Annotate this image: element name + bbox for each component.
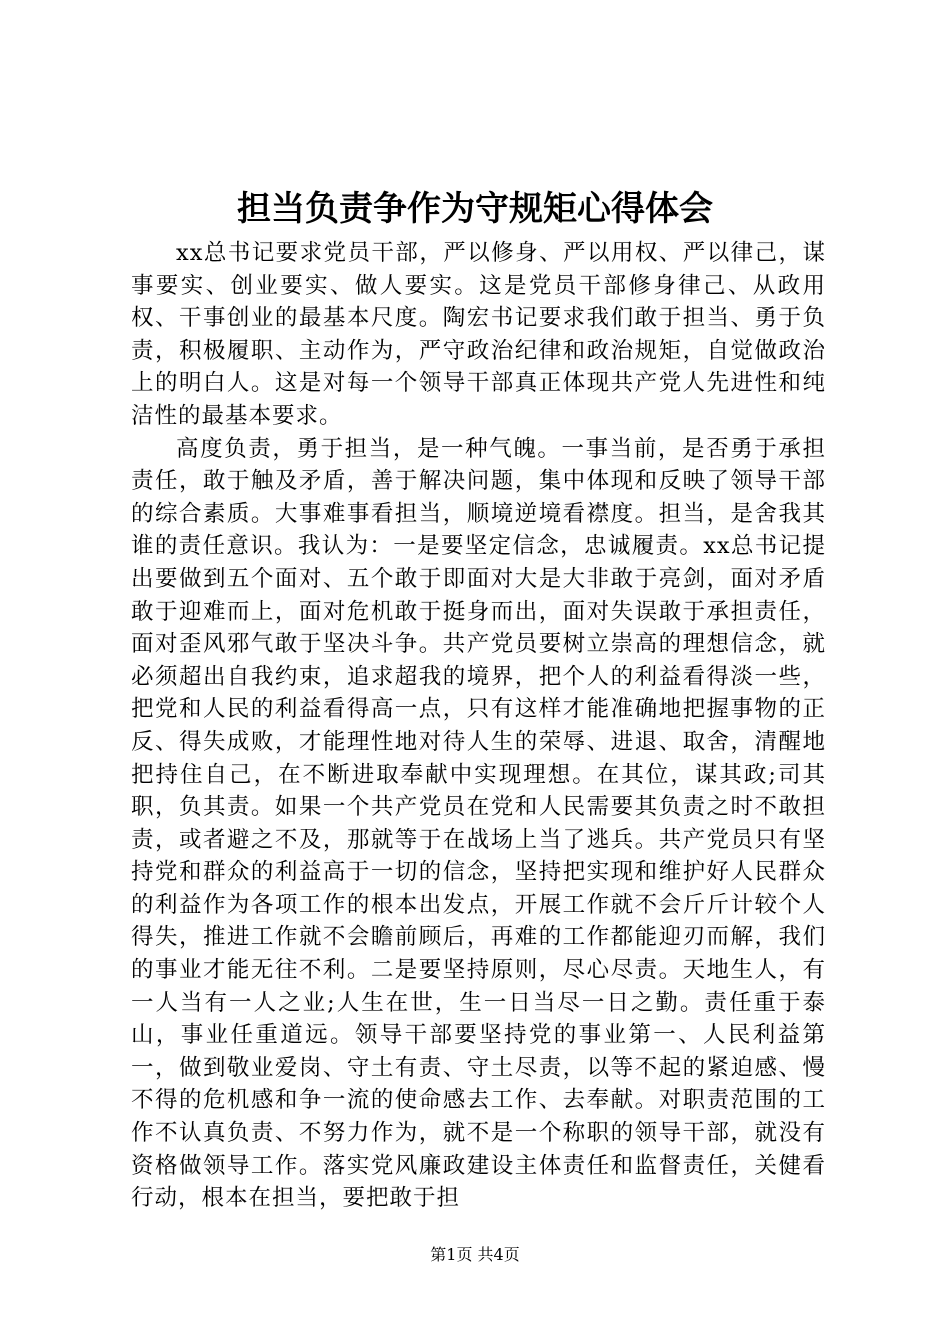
page-footer: 第1页 共4页: [430, 1245, 520, 1264]
document-body: [131, 237, 826, 1215]
paragraph-2: 高度负责，勇于担当，是一种气魄。一事当前，是否勇于承担责任，敢于触及矛盾，善于解决问题，集中体现和反映了领导干部的综合素质。大事难事看担当，顺境逆境看襟度。担当，是舍我其谁的责任意识。我认为：一是要坚定信念，忠诚履责。xx总书记提出要做到五个面对、五个敢于即面对大是大非敢于亮剑，面对矛盾敢于迎难而上，面对危机敢于挺身而出，面对失误敢于承担责任，面对歪风邪气敢于坚决斗争。共产党员要树立崇高的理想信念，就必须超出自我约束，追求超我的境界，把个人的利益看得淡一些，把党和人民的利益看得高一点，只有这样才能准确地把握事物的正反、得失成败，才能理性地对待人生的荣辱、进退、取舍，清醒地把持住自己，在不断进取奉献中实现理想。在其位，谋其政;司其职，负其责。如果一个共产党员在党和人民需要其负责之时不敢担责，或者避之不及，那就等于在战场上当了逃兵。共产党员只有坚持党和群众的利益高于一切的信念，坚持把实现和维护好人民群众的利益作为各项工作的根本出发点，开展工作就不会斤斤计较个人得失，推进工作就不会瞻前顾后，再难的工作都能迎刃而解，我们的事业才能无往不利。二是要坚持原则，尽心尽责。天地生人，有一人当有一人之业;人生在世，生一日当尽一日之勤。责任重于泰山，事业任重道远。领导干部要坚持党的事业第一、人民利益第一，做到敬业爱岗、守土有责、守土尽责，以等不起的紧迫感、慢不得的危机感和争一流的使命感去工作、去奉献。对职责范围的工作不认真负责、不努力作为，就不是一个称职的领导干部，就没有资格做领导工作。落实党风廉政建设主体责任和监督责任，关健看行动，根本在担当，要把敢于担: [131, 435, 826, 1212]
document-title: 担当负责争作为守规矩心得体会: [237, 189, 713, 229]
paragraph-1: xx总书记要求党员干部，严以修身、严以用权、严以律己，谋事要实、创业要实、做人要实。这是党员干部修身律己、从政用权、干事创业的最基本尺度。陶宏书记要求我们敢于担当、勇于负责，积极履职、主动作为，严守政治纪律和政治规矩，自觉做政治上的明白人。这是对每一个领导干部真正体现共产党人先进性和纯洁性的最基本要求。: [131, 240, 826, 429]
